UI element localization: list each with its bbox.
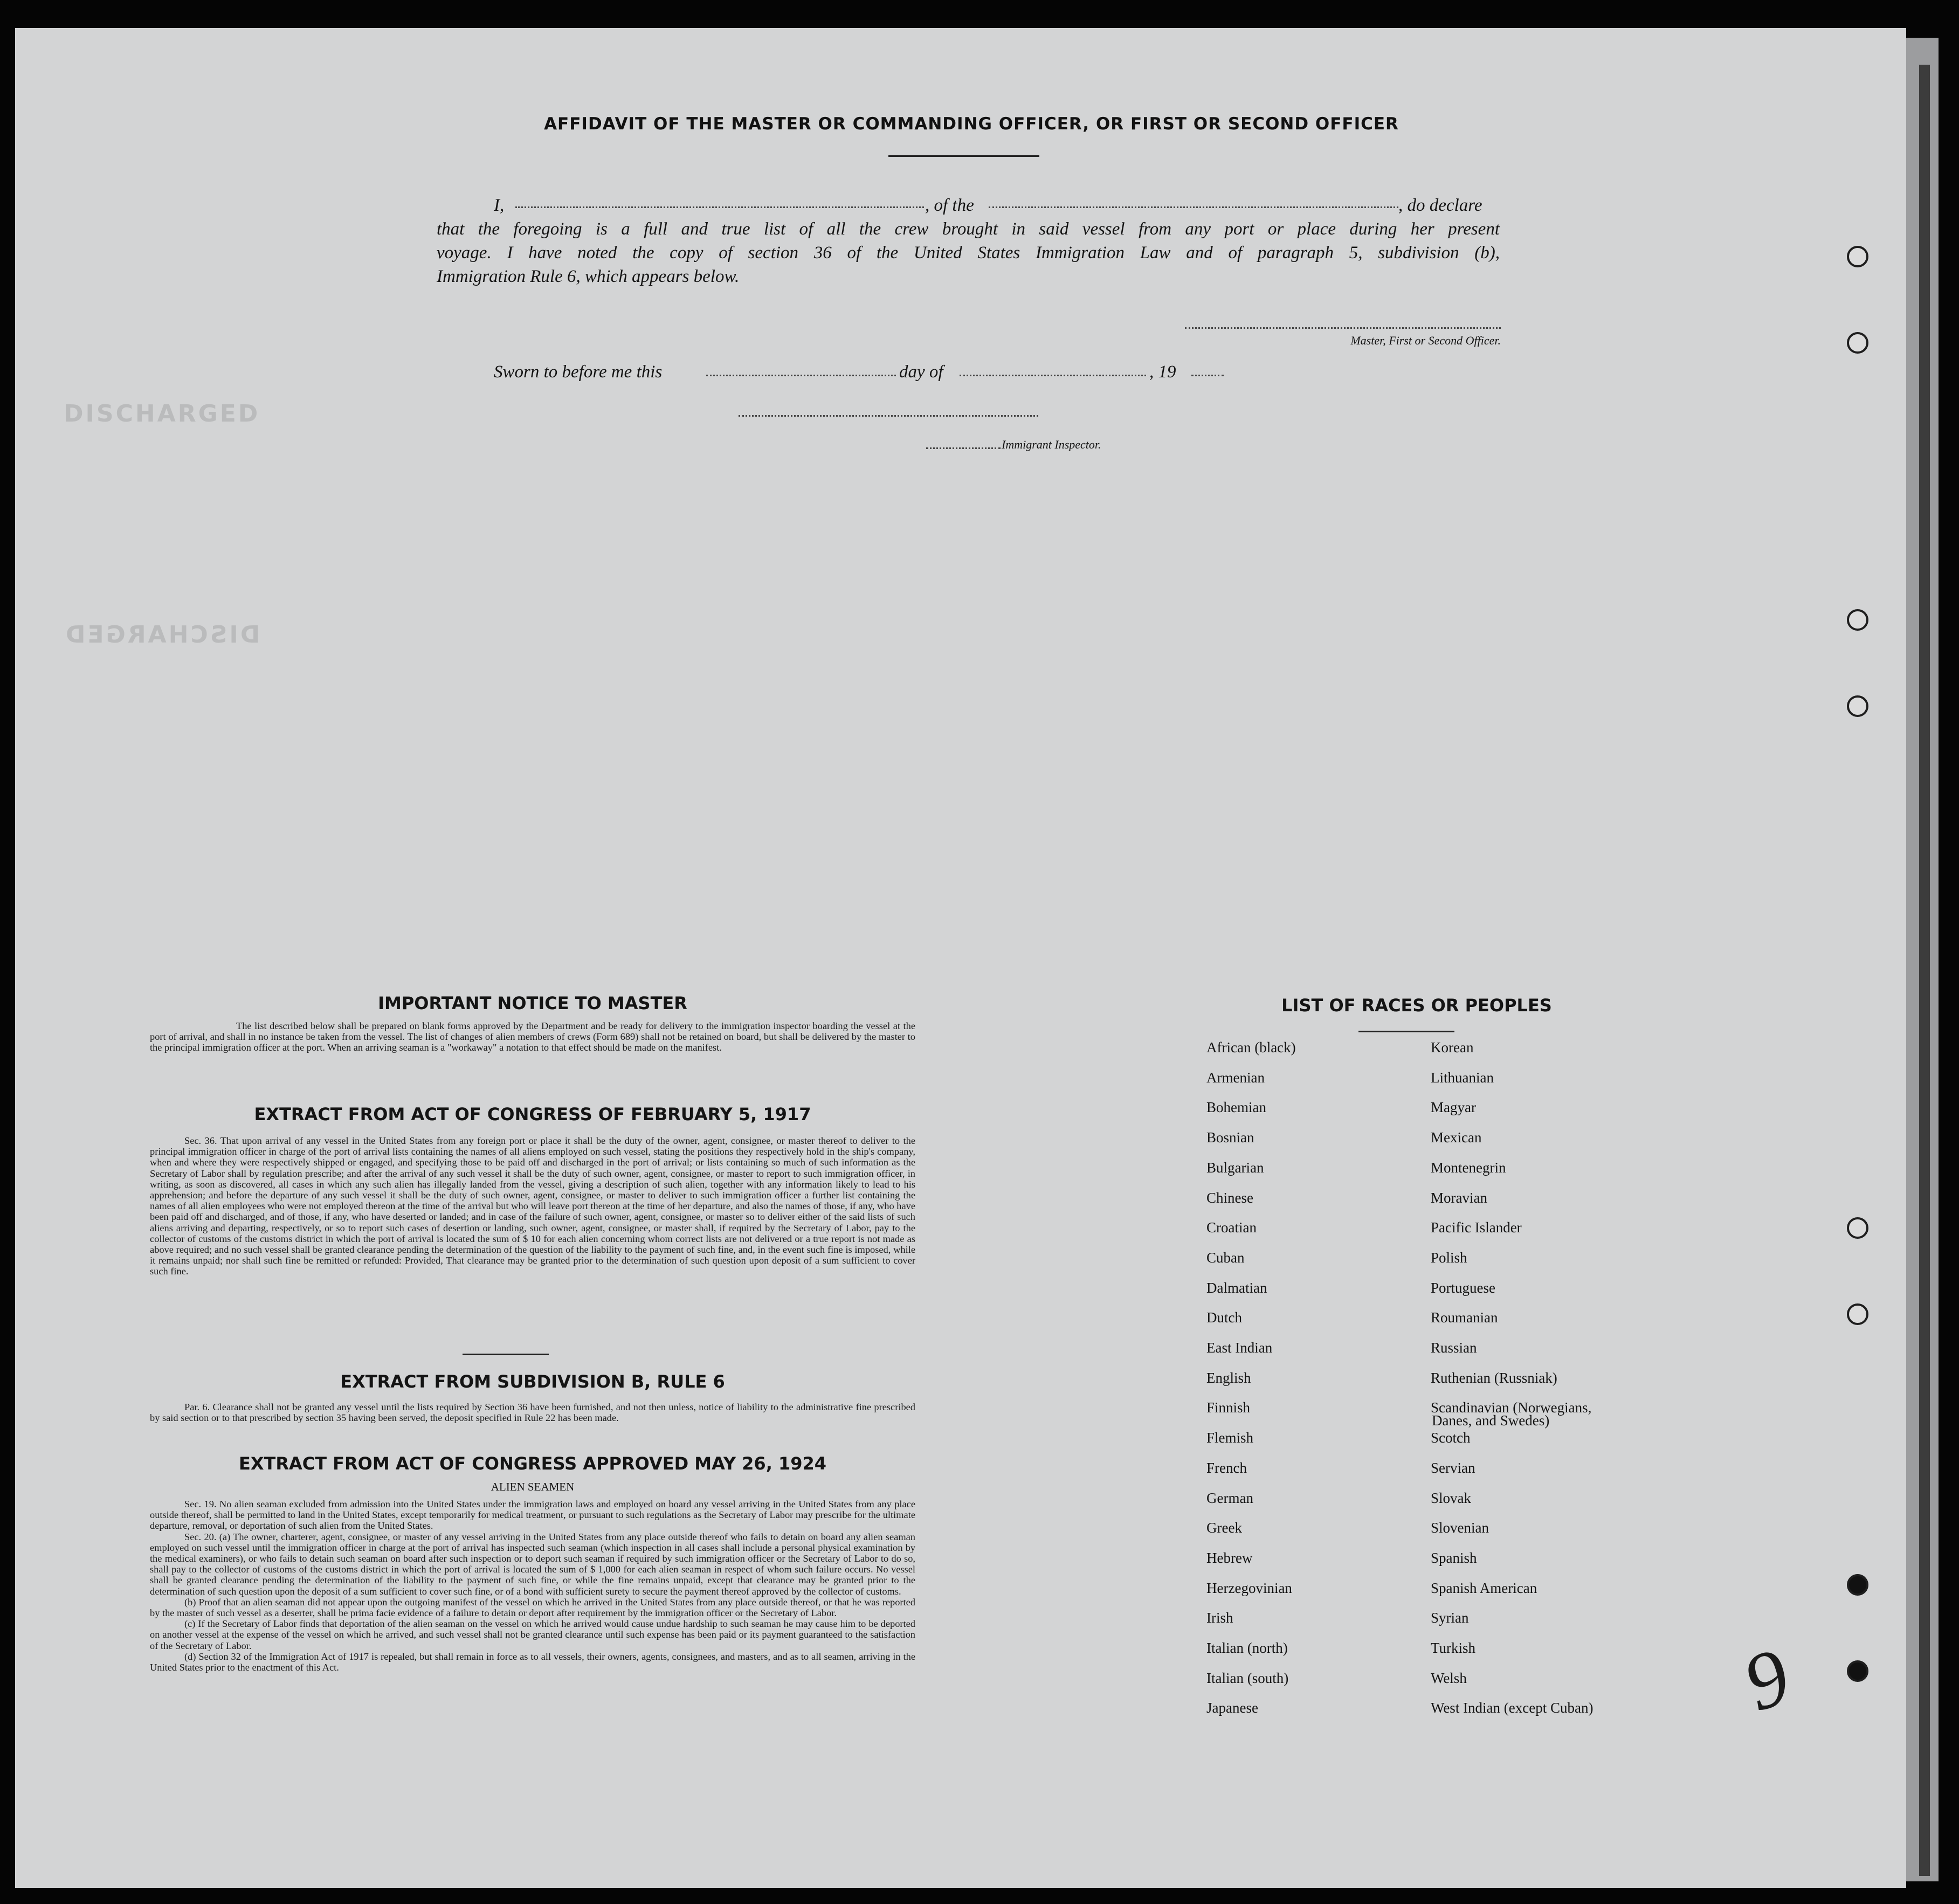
- race-item: Bohemian: [1206, 1099, 1266, 1116]
- race-item: Pacific Islander: [1431, 1219, 1522, 1236]
- race-item: Italian (south): [1206, 1670, 1289, 1686]
- affidavit-title: AFFIDAVIT OF THE MASTER OR COMMANDING OFFICER, OR FIRST OR SECOND OFFICER: [544, 114, 1399, 134]
- race-item: Japanese: [1206, 1700, 1258, 1716]
- race-item: Greek: [1206, 1520, 1242, 1536]
- name-field-line: [515, 206, 924, 208]
- race-item: Welsh: [1431, 1670, 1467, 1686]
- binder-hole: [1847, 332, 1868, 354]
- sec-19-text: Sec. 19. No alien seaman excluded from admission into the United States under the immigration laws and employed on board any vessel arriving in the United States from any place outside thereof, shall be permitted to land in the United States, except temporarily for medical treatment, or pursuant to such regulations as the Secretary of Labor may prescribe for the ultimate departure, removal, or deportation of such alien from the United States.: [150, 1499, 915, 1532]
- extract-1924-body: [150, 1499, 915, 1673]
- race-item: Cuban: [1206, 1249, 1245, 1266]
- race-item: Russian: [1431, 1340, 1477, 1356]
- race-item: Dalmatian: [1206, 1279, 1267, 1296]
- race-item: Bosnian: [1206, 1129, 1254, 1146]
- document-page: [15, 28, 1906, 1888]
- sec-20d-text: (d) Section 32 of the Immigration Act of 1917 is repealed, but shall remain in force as to all vessels, their owners, agents, consignees, and masters, and as to all seamen, arriving in the United States prior to the enactment of this Act.: [150, 1651, 915, 1673]
- sec-20a-text: Sec. 20. (a) The owner, charterer, agent, consignee, or master of any vessel arriving in the United States from any place outside thereof who fails to detain on board any alien seaman employed on such vessel until the immigration officer in charge at the port of arrival has inspected such seaman (which inspection in all cases shall include a personal physical examination by the medical examiners), or who fails to detain such seaman on board after such inspection or to deport such seaman if required by such immigration officer or the Secretary of Labor to do so, shall pay to the collector of customs of the customs district in which the port of arrival is located the sum of $ 1,000 for each alien seaman in respect of whom such failure occurs. No vessel shall be granted clearance pending the determination of the liability to the payment of such fine, or while the fine remains unpaid, except that clearance may be granted prior to the determination of such question upon the deposit of a sum sufficient to cover such fine, or of a bond with sufficient surety to secure the payment thereof approved by the collector of customs.: [150, 1531, 915, 1597]
- race-item: Danes, and Swedes): [1432, 1412, 1550, 1429]
- race-item: Chinese: [1206, 1189, 1253, 1206]
- day-of-text: day of: [899, 362, 943, 382]
- race-item: Moravian: [1431, 1189, 1487, 1206]
- race-item: Portuguese: [1431, 1279, 1495, 1296]
- affidavit-of-the: , of the: [925, 196, 974, 215]
- binder-hole: [1847, 1303, 1868, 1325]
- binder-hole: [1847, 695, 1868, 717]
- binder-hole: [1847, 246, 1868, 267]
- race-item: Croatian: [1206, 1219, 1257, 1236]
- signature-label: Master, First or Second Officer.: [1350, 334, 1501, 347]
- race-item: Servian: [1431, 1459, 1475, 1476]
- race-item: English: [1206, 1369, 1251, 1386]
- race-item: Lithuanian: [1431, 1069, 1494, 1086]
- race-item: West Indian (except Cuban): [1431, 1700, 1594, 1716]
- affidavit-line-3: voyage. I have noted the copy of section 36 of the United States Immigration Law and of paragraph 5, subdivision (b),: [437, 243, 1500, 263]
- race-item: Korean: [1431, 1039, 1474, 1056]
- race-item: Syrian: [1431, 1610, 1469, 1626]
- race-item: French: [1206, 1459, 1247, 1476]
- race-item: Ruthenian (Russniak): [1431, 1369, 1557, 1386]
- race-item: Dutch: [1206, 1309, 1242, 1326]
- notice-title: IMPORTANT NOTICE TO MASTER: [378, 993, 687, 1013]
- affidavit-declare: , do declare: [1398, 196, 1482, 215]
- binder-hole: [1847, 1660, 1868, 1682]
- sworn-text: Sworn to before me this: [494, 362, 663, 382]
- extract-1917-title: EXTRACT FROM ACT OF CONGRESS OF FEBRUARY 5, 1917: [254, 1104, 811, 1125]
- margin-stamp-mirrored: DISCHARGED: [64, 621, 260, 649]
- rule-6-title: EXTRACT FROM SUBDIVISION B, RULE 6: [340, 1371, 725, 1392]
- affidavit-line-4: Immigration Rule 6, which appears below.: [437, 267, 740, 286]
- race-item: Flemish: [1206, 1430, 1254, 1446]
- race-item: Spanish: [1431, 1549, 1477, 1566]
- sec-20b-text: (b) Proof that an alien seaman did not appear upon the outgoing manifest of the vessel on which he arrived in the United States from any place outside thereof, or that he was reported by the master of such vessel as a deserter, shall be prima facie evidence of a failure to detain or deport after requirement by the immigration officer or the Secretary of Labor.: [150, 1596, 915, 1619]
- handwritten-number: 9: [1732, 1631, 1802, 1729]
- race-item: African (black): [1206, 1039, 1296, 1056]
- binder-hole: [1847, 609, 1868, 631]
- year-field-line: [1191, 375, 1224, 376]
- binder-hole: [1847, 1217, 1868, 1239]
- year-prefix: , 19: [1149, 362, 1176, 382]
- affidavit-line-2: that the foregoing is a full and true list of all the crew brought in said vessel from any port or place during her present: [437, 219, 1500, 239]
- race-item: German: [1206, 1489, 1253, 1506]
- month-field-line: [960, 375, 1146, 376]
- race-item: Polish: [1431, 1249, 1467, 1266]
- race-item: East Indian: [1206, 1340, 1273, 1356]
- race-item: Scotch: [1431, 1430, 1471, 1446]
- inspector-dots: [926, 447, 1001, 449]
- notice-text: The list described below shall be prepared on blank forms approved by the Department and be ready for delivery to the immigration inspector boarding the vessel at the port of arrival, and shall in no instance be taken from the vessel. The list of changes of alien members of crews (Form 689) shall not be retained on board, but shall be delivered by the master to the principal immigration officer at the port. When an arriving seaman is a "workaway" a notation to that effect should be made on the manifest.: [150, 1020, 915, 1053]
- race-item: Spanish American: [1431, 1579, 1537, 1596]
- race-item: Armenian: [1206, 1069, 1265, 1086]
- race-item: Slovak: [1431, 1489, 1472, 1506]
- affidavit-i: I,: [494, 196, 505, 215]
- binder-hole: [1847, 1574, 1868, 1596]
- race-item: Roumanian: [1431, 1309, 1498, 1326]
- race-item: Irish: [1206, 1610, 1233, 1626]
- inspector-label: Immigrant Inspector.: [1002, 438, 1101, 451]
- extract-1924-subtitle: ALIEN SEAMEN: [491, 1480, 575, 1493]
- race-item: Italian (north): [1206, 1640, 1288, 1656]
- section-divider: [463, 1354, 549, 1355]
- race-item: Magyar: [1431, 1099, 1476, 1116]
- title-underline: [888, 155, 1039, 157]
- race-item: Turkish: [1431, 1640, 1476, 1656]
- race-item: Bulgarian: [1206, 1159, 1264, 1176]
- inspector-signature-line: [739, 415, 1038, 417]
- race-item: Slovenian: [1431, 1520, 1489, 1536]
- race-item: Herzegovinian: [1206, 1579, 1292, 1596]
- margin-stamp: DISCHARGED: [64, 400, 260, 427]
- extract-1924-title: EXTRACT FROM ACT OF CONGRESS APPROVED MAY 26, 1924: [238, 1453, 827, 1474]
- sec-20c-text: (c) If the Secretary of Labor finds that deportation of the alien seaman on the vessel on which he arrived would cause undue hardship to such seaman he may cause him to be deported on another vessel at the expense of the vessel on which he arrived, and such vessel shall not be granted clearance until such expense has been paid or its payment guaranteed to the satisfaction of the Secretary of Labor.: [150, 1618, 915, 1651]
- signature-line: [1185, 327, 1501, 329]
- race-item: Mexican: [1431, 1129, 1482, 1146]
- extract-1917-text: Sec. 36. That upon arrival of any vessel in the United States from any foreign port or place it shall be the duty of the owner, agent, consignee, or master thereof to deliver to the principal immigration officer in charge of the port of arrival lists containing the names of all aliens employed on such vessel, stating the positions they respectively hold in the ship's company, when and where they were respectively shipped or engaged, and specifying those to be paid off and discharged in the port of arrival; or lists containing so much of such information as the Secretary of Labor shall by regulation prescribe; and after the arrival of any such vessel it shall be the duty of such owner, agent, consignee, or master to report to such immigration officer, in writing, as soon as discovered, all cases in which any such alien has illegally landed from the vessel, giving a description of such alien, together with any information likely to lead to his apprehension; and before the departure of any such vessel it shall be the duty of such owner, agent, consignee, or master to deliver to such immigration officer a further list containing the names of all alien employees who were not employed thereon at the time of the arrival but who will leave port thereon at the time of her departure, and also the names of those, if any, who have been paid off and discharged, and of those, if any, who have deserted or landed; and in case of the failure of such owner, agent, consignee, or master so to deliver either of the said lists of such aliens arriving and departing, respectively, or so to report such cases of desertion or landing, such owner, agent, consignee, or master shall, if required by the Secretary of Labor, pay to the collector of customs of the customs district in which the port of arrival is located the sum of $ 10 for each alien concerning whom correct lists are not delivered or a true report is not made as above required; and no such vessel shall be granted clearance pending the determination of the question of the liability to the payment of such fine, and, in the event such fine is imposed, while it remains unpaid; nor shall such fine be remitted or refunded: Provided, That clearance may be granted prior to the determination of such question upon deposit of a sum sufficient to cover such fine.: [150, 1135, 915, 1277]
- vessel-field-line: [989, 206, 1398, 208]
- day-field-line: [706, 375, 896, 376]
- page-edge-shadow: [1919, 65, 1930, 1876]
- races-title: LIST OF RACES OR PEOPLES: [1281, 995, 1552, 1016]
- rule-6-text: Par. 6. Clearance shall not be granted any vessel until the lists required by Section 36 have been furnished, and not then unless, notice of liability to the administrative fine prescribed by said section or to that prescribed by section 35 having been served, the deposit specified in Rule 22 has been made.: [150, 1402, 915, 1424]
- race-item: Finnish: [1206, 1399, 1251, 1416]
- race-item: Scandinavian (Norwegians,: [1431, 1399, 1592, 1416]
- race-item: Hebrew: [1206, 1549, 1253, 1566]
- race-item: Montenegrin: [1431, 1159, 1506, 1176]
- races-title-underline: [1358, 1031, 1454, 1032]
